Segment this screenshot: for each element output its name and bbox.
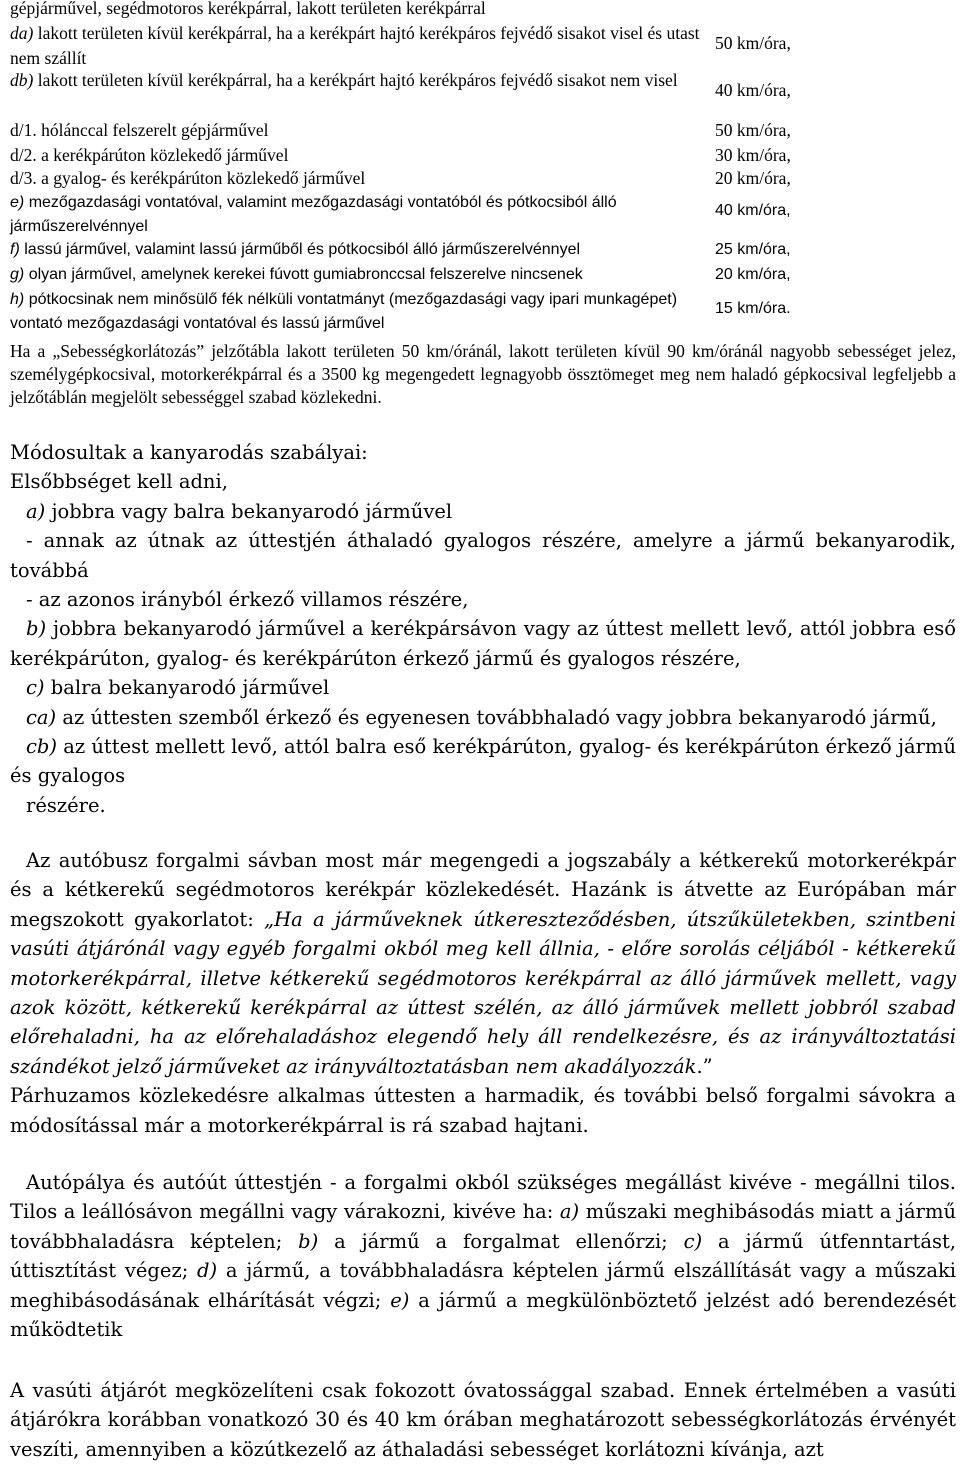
lead-text: Elsőbbséget kell adni, bbox=[10, 470, 228, 494]
rule-c bbox=[10, 673, 956, 702]
item-label: cb) bbox=[26, 735, 58, 759]
item-label: b) bbox=[298, 1229, 319, 1253]
row-text: mezőgazdasági vontatóval, valamint mezőgazdasági vontatóból és pótkocsiból álló járműszerelvénnyel bbox=[10, 194, 617, 235]
item-label: b) bbox=[26, 617, 47, 641]
bus-quote: „Ha a járműveknek útkereszteződésben, útszűkületekben, szintbeni vasúti átjárónál vagy egyéb forgalmi okból meg kell állnia, - előre sorolás céljából - kétkerekű motorkerékpárral, illetve kétkerekű segédmotoros kerékpárral az álló járművek mellett, vagy azok között, kétkerekű kerékpárral az úttest szélén, az álló járművek mellett jobbról szabad előrehaladni, ha az előrehaladáshoz elegendő hely áll rendelkezésre, és az irányváltoztatási szándékot jelző járműveket az irányváltoztatásban nem akadályozzák bbox=[10, 907, 956, 1078]
motorway-text: a jármű a forgalmat ellenőrzi; bbox=[318, 1229, 684, 1253]
item-label: g) bbox=[10, 266, 25, 283]
item-label: a) bbox=[26, 499, 46, 523]
item-label: da) bbox=[10, 23, 34, 43]
rule-a bbox=[10, 497, 956, 526]
item-label: ca) bbox=[26, 705, 57, 729]
item-label: d) bbox=[197, 1259, 218, 1283]
motorway-text: a jármű, a továbbhaladásra képtelen jármű elszállítását vagy a műszaki meghibásodásának elhárítását végzi; bbox=[10, 1259, 956, 1312]
rule-text: jobbra vagy balra bekanyarodó járművel bbox=[51, 499, 453, 523]
parallel-paragraph: Párhuzamos közlekedésre alkalmas úttesten a harmadik, és további belső forgalmi sávokra a módosítással már a motorkerékpárral is rá szabad hajtani. bbox=[10, 1084, 956, 1137]
item-label: a) bbox=[559, 1200, 580, 1224]
speed-value: 15 km/óra. bbox=[715, 300, 791, 317]
item-label: f) bbox=[10, 241, 20, 258]
speed-value: 25 km/óra, bbox=[715, 241, 791, 258]
bus-quote-end: .” bbox=[696, 1054, 713, 1078]
section-heading: Módosultak a kanyarodás szabályai: bbox=[10, 441, 368, 464]
row-text: lassú járművel, valamint lassú járműből és pótkocsiból álló járműszerelvénnyel bbox=[24, 241, 581, 258]
rule-a2: - az azonos irányból érkező villamos részére, bbox=[26, 588, 469, 612]
row-text: d/2. a kerékpárúton közlekedő járművel bbox=[10, 145, 289, 165]
rule-b bbox=[10, 614, 956, 673]
item-label: h) bbox=[10, 291, 25, 308]
row-text: lakott területen kívül kerékpárral, ha a kerékpárt hajtó kerékpáros fejvédő sisakot nem visel bbox=[37, 70, 678, 90]
rule-text: az úttesten szemből érkező és egyenesen továbbhaladó vagy jobbra bekanyarodó jármű, bbox=[62, 705, 937, 729]
row-text: lakott területen kívül kerékpárral, ha a kerékpárt hajtó kerékpáros fejvédő sisakot visel és utast nem szállít bbox=[10, 23, 700, 68]
motorway-paragraph bbox=[10, 1168, 956, 1344]
bus-paragraph bbox=[10, 846, 956, 1081]
speed-value: 40 km/óra, bbox=[715, 80, 791, 100]
turning-section bbox=[10, 438, 956, 820]
rail-paragraph: A vasúti átjárót megközelíteni csak fokozott óvatossággal szabad. Ennek értelmében a vasúti átjárókra korábban vonatkozó 30 és 40 km órában meghatározott sebességkorlátozás érvényét veszíti, amennyiben a közútkezelő az áthaladási sebességet korlátozni kívánja, azt bbox=[10, 1379, 956, 1461]
speed-value: 20 km/óra, bbox=[715, 266, 791, 283]
row-text: d/3. a gyalog- és kerékpárúton közlekedő járművel bbox=[10, 168, 366, 188]
bus-section bbox=[10, 846, 956, 1140]
rule-end: részére. bbox=[26, 793, 106, 817]
item-label: db) bbox=[10, 70, 34, 90]
rule-cb bbox=[10, 732, 956, 791]
rule-ca bbox=[10, 703, 956, 732]
speed-value: 30 km/óra, bbox=[715, 145, 791, 165]
motorway-section bbox=[10, 1168, 956, 1344]
rule-text: az úttest mellett levő, attól balra eső kerékpárúton, gyalog- és kerékpárúton érkező jármű és gyalogos bbox=[10, 735, 956, 788]
speed-value: 20 km/óra, bbox=[715, 168, 791, 188]
speed-value: 40 km/óra, bbox=[715, 202, 791, 219]
speed-value: 50 km/óra, bbox=[715, 33, 791, 53]
row-text: d/1. hólánccal felszerelt gépjárművel bbox=[10, 120, 269, 140]
item-label: e) bbox=[390, 1288, 410, 1312]
row-text: pótkocsinak nem minősülő fék nélküli vontatmányt (mezőgazdasági vagy ipari munkagépet) vontató mezőgazdasági vontatóval és lassú járművel bbox=[10, 291, 678, 332]
rule-text: jobbra bekanyarodó járművel a kerékpársávon vagy az úttest mellett levő, attól jobbra eső kerékpárúton, gyalog- és kerékpárúton érkező jármű és gyalogos részére, bbox=[10, 617, 956, 670]
document-page: gépjárművel, segédmotoros kerékpárral, lakott területen kerékpárral da) lakott területen kívül kerékpárral, ha a kerékpárt hajtó kerékpáros fejvédő sisakot visel és utast nem szállít 50 km/óra, db) lakott területen kívül kerékpárral, ha a kerékpárt hajtó kerékpáros fejvédő sisakot nem visel 40 km/óra, d/1. hólánccal felszerelt gépjárművel 50 km/óra, d/2. a kerékpárúton közlekedő járművel 30 km/óra, d/3. a gyalog- és kerékpárúton közlekedő járművel 20 km/óra, e) mezőgazdasági vontatóval, valamint mezőgazdasági vontatóból és pótkocsiból álló járműszerelvénnyel 40 km/óra, f) lassú járművel, valamint lassú járműből és pótkocsiból álló járműszerelvénnyel 25 km/óra, g) olyan járművel, amelynek kerekei fúvott gumiabronccsal felszerelve nincsenek 20 km/óra, h) pótkocsinak nem minősülő fék nélküli vontatmányt (mezőgazdasági vagy ipari munkagépet) vontató mezőgazdasági vontatóval és lassú járművel 15 km/óra. Ha a „Sebességkorlátozás” jelzőtábla lakott területen 50 km/óránál, lakott területen kívül 90 km/óránál nagyobb sebességet jelez, személygépkocsival, motorkerékpárral és a 3500 kg megengedett legnagyobb össztömeget meg nem haladó gépkocsival legfeljebb a jelzőtáblán megjelölt sebességgel szabad közlekedni. Módosultak a kanyarodás szabályai: Elsőbbséget kell adni, a) jobbra vagy balra bekanyarodó járművel - annak az útnak az úttestjén áthaladó gyalogos részére, amelyre a jármű bekanyarodik, továbbá - az azonos irányból érkező villamos részére, b) jobbra bekanyarodó járművel a kerékpársávon vagy az úttest mellett levő, attól jobbra eső kerékpárúton, gyalog- és kerékpárúton érkező jármű és gyalogos részére, c) balra bekanyarodó járművel ca) az úttesten szemből érkező és egyenesen továbbhaladó vagy jobbra bekanyarodó jármű, cb) az úttest mellett levő, attól balra eső kerékpárúton, gyalog- és kerékpárúton érkező jármű és gyalogos részére. Az autóbusz forgalmi sávban most már megengedi a jogszabály a kétkerekű motorkerékpár és a kétkerekű segédmotoros kerékpár közlekedését. Hazánk is átvette az Európában már megszokott gyakorlatot: „Ha a járműveknek útkereszteződésben, útszűkületekben, szintbeni vasúti átjárónál vagy egyéb forgalmi okból meg kell állnia, - előre sorolás céljából - kétkerekű motorkerékpárral, illetve kétkerekű segédmotoros kerékpárral az álló járművek mellett, vagy azok között, kétkerekű kerékpárral az úttest szélén, az álló járművek mellett jobbról szabad előrehaladni, ha az előrehaladáshoz elegendő hely áll rendelkezésre, és az irányváltoztatási szándékot jelző járműveket az irányváltoztatásban nem akadályozzák.” Párhuzamos közlekedésre alkalmas úttesten a harmadik, és további belső forgalmi sávokra a módosítással már a motorkerékpárral is rá szabad hajtani. Autópálya és autóút úttestjén - a forgalmi okból szükséges megállást kivéve - megállni tilos. Tilos a leállósávon megállni vagy várakozni, kivéve ha: a) műszaki meghibásodás miatt a jármű továbbhaladásra képtelen; b) a jármű a forgalmat ellenőrzi; c) a jármű útfenntartást, úttisztítást végez; d) a jármű, a továbbhaladásra képtelen jármű elszállítását vagy a műszaki meghibásodásának elhárítását végzi; e) a jármű a megkülönböztető jelzést adó berendezését működtetik A vasúti átjárót megközelíteni csak fokozott óvatossággal szabad. Ennek értelmében a vasúti átjárókra korábban vonatkozó 30 és 40 km órában meghatározott sebességkorlátozás érvényét veszíti, amennyiben a közútkezelő az áthaladási sebességet korlátozni kívánja, azt bbox=[0, 0, 960, 1464]
motorway-text: a jármű a megkülönböztető jelzést adó berendezését működtetik bbox=[10, 1288, 956, 1342]
item-label: e) bbox=[10, 194, 25, 211]
rule-a1: - annak az útnak az úttestjén áthaladó gyalogos részére, amelyre a jármű bekanyarodik, továbbá bbox=[10, 529, 956, 582]
motorway-text: a jármű útfenntartást, úttisztítást végez; bbox=[10, 1229, 956, 1283]
item-label: c) bbox=[26, 676, 45, 700]
motorway-text: Autópálya és autóút úttestjén - a forgalmi okból szükséges megállást kivéve - megállni tilos. Tilos a leállósávon megállni vagy várakozni, kivéve ha: bbox=[10, 1171, 956, 1224]
speed-value: 50 km/óra, bbox=[715, 120, 791, 140]
sign-paragraph: Ha a „Sebességkorlátozás” jelzőtábla lakott területen 50 km/óránál, lakott területen kívül 90 km/óránál nagyobb sebességet jelez, személygépkocsival, motorkerékpárral és a 3500 kg megengedett legnagyobb össztömeget meg nem haladó gépkocsival legfeljebb a jelzőtáblán megjelölt sebességgel szabad közlekedni. bbox=[10, 341, 956, 407]
rule-text: balra bekanyarodó járművel bbox=[50, 676, 330, 700]
bus-text: Az autóbusz forgalmi sávban most már megengedi a jogszabály a kétkerekű motorkerékpár és a kétkerekű segédmotoros kerékpár közlekedését. Hazánk is átvette az Európában már megszokott gyakorlatot: bbox=[10, 849, 956, 931]
motorway-text: műszaki meghibásodás miatt a jármű továbbhaladásra képtelen; bbox=[10, 1200, 956, 1253]
item-label: c) bbox=[683, 1229, 703, 1253]
row-text: olyan járművel, amelynek kerekei fúvott gumiabronccsal felszerelve nincsenek bbox=[28, 266, 583, 283]
rail-section bbox=[10, 1376, 956, 1464]
